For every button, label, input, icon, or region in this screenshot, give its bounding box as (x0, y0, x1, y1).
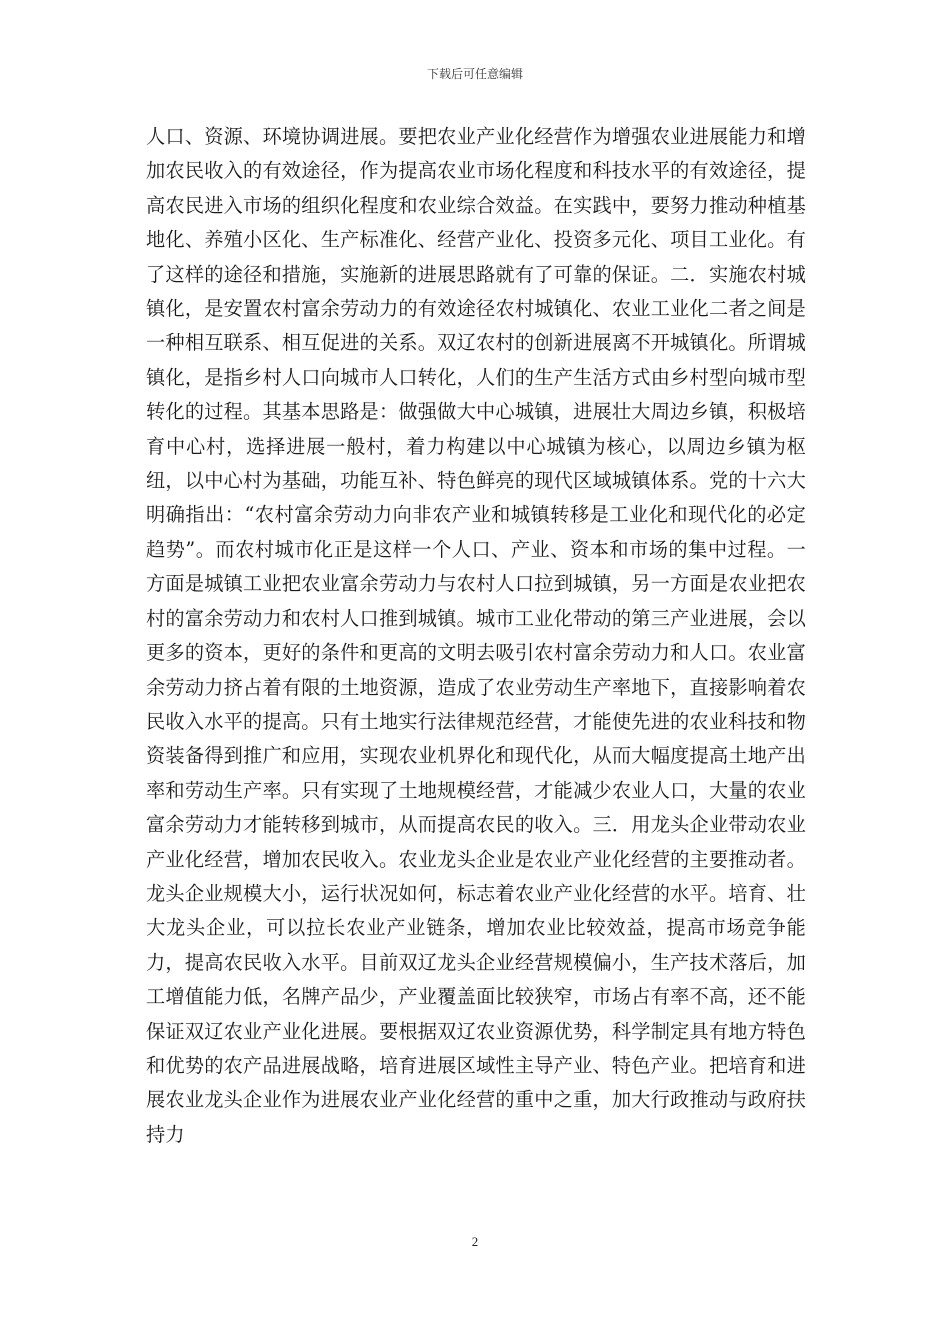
page-header: 下载后可任意编辑 (426, 67, 523, 81)
page-number: 2 (471, 1234, 479, 1249)
body-paragraph: 人口、资源、环境协调进展。要把农业产业化经营作为增强农业进展能力和增加农民收入的有效途径，作为提高农业市场化程度和科技水平的有效途径，提高农民进入市场的组织化程度和农业综合效益。在实践中，要努力推动种植基地化、养殖小区化、生产标准化、经营产业化、投资多元化、项目工业化。有了这样的途径和措施，实施新的进展思路就有了可靠的保证。二．实施农村城镇化，是安置农村富余劳动力的有效途径农村城镇化、农业工业化二者之间是一种相互联系、相互促进的关系。双辽农村的创新进展离不开城镇化。所谓城镇化，是指乡村人口向城市人口转化，人们的生产生活方式由乡村型向城市型转化的过程。其基本思路是：做强做大中心城镇，进展壮大周边乡镇，积极培育中心村，选择进展一般村，着力构建以中心城镇为核心，以周边乡镇为枢纽，以中心村为基础，功能互补、特色鲜亮的现代区域城镇体系。党的十六大明确指出：“农村富余劳动力向非农产业和城镇转移是工业化和现代化的必定趋势”。而农村城市化正是这样一个人口、产业、资本和市场的集中过程。一方面是城镇工业把农业富余劳动力与农村人口拉到城镇，另一方面是农业把农村的富余劳动力和农村人口推到城镇。城市工业化带动的第三产业进展，会以更多的资本，更好的条件和更高的文明去吸引农村富余劳动力和人口。农业富余劳动力挤占着有限的土地资源，造成了农业劳动生产率地下，直接影响着农民收入水平的提高。只有土地实行法律规范经营，才能使先进的农业科技和物资装备得到推广和应用，实现农业机界化和现代化，从而大幅度提高土地产出率和劳动生产率。只有实现了土地规模经营，才能减少农业人口，大量的农业富余劳动力才能转移到城市，从而提高农民的收入。三．用龙头企业带动农业产业化经营，增加农民收入。农业龙头企业是农业产业化经营的主要推动者。龙头企业规模大小，运行状况如何，标志着农业产业化经营的水平。培育、壮大龙头企业，可以拉长农业产业链条，增加农业比较效益，提高市场竞争能力，提高农民收入水平。目前双辽龙头企业经营规模偏小，生产技术落后，加工增值能力低，名牌产品少，产业覆盖面比较狭窄，市场占有率不高，还不能保证双辽农业产业化进展。要根据双辽农业资源优势，科学制定具有地方特色和优势的农产品进展战略，培育进展区域性主导产业、特色产业。把培育和进展农业龙头企业作为进展农业产业化经营的重中之重，加大行政推动与政府扶持力 (146, 125, 806, 1146)
